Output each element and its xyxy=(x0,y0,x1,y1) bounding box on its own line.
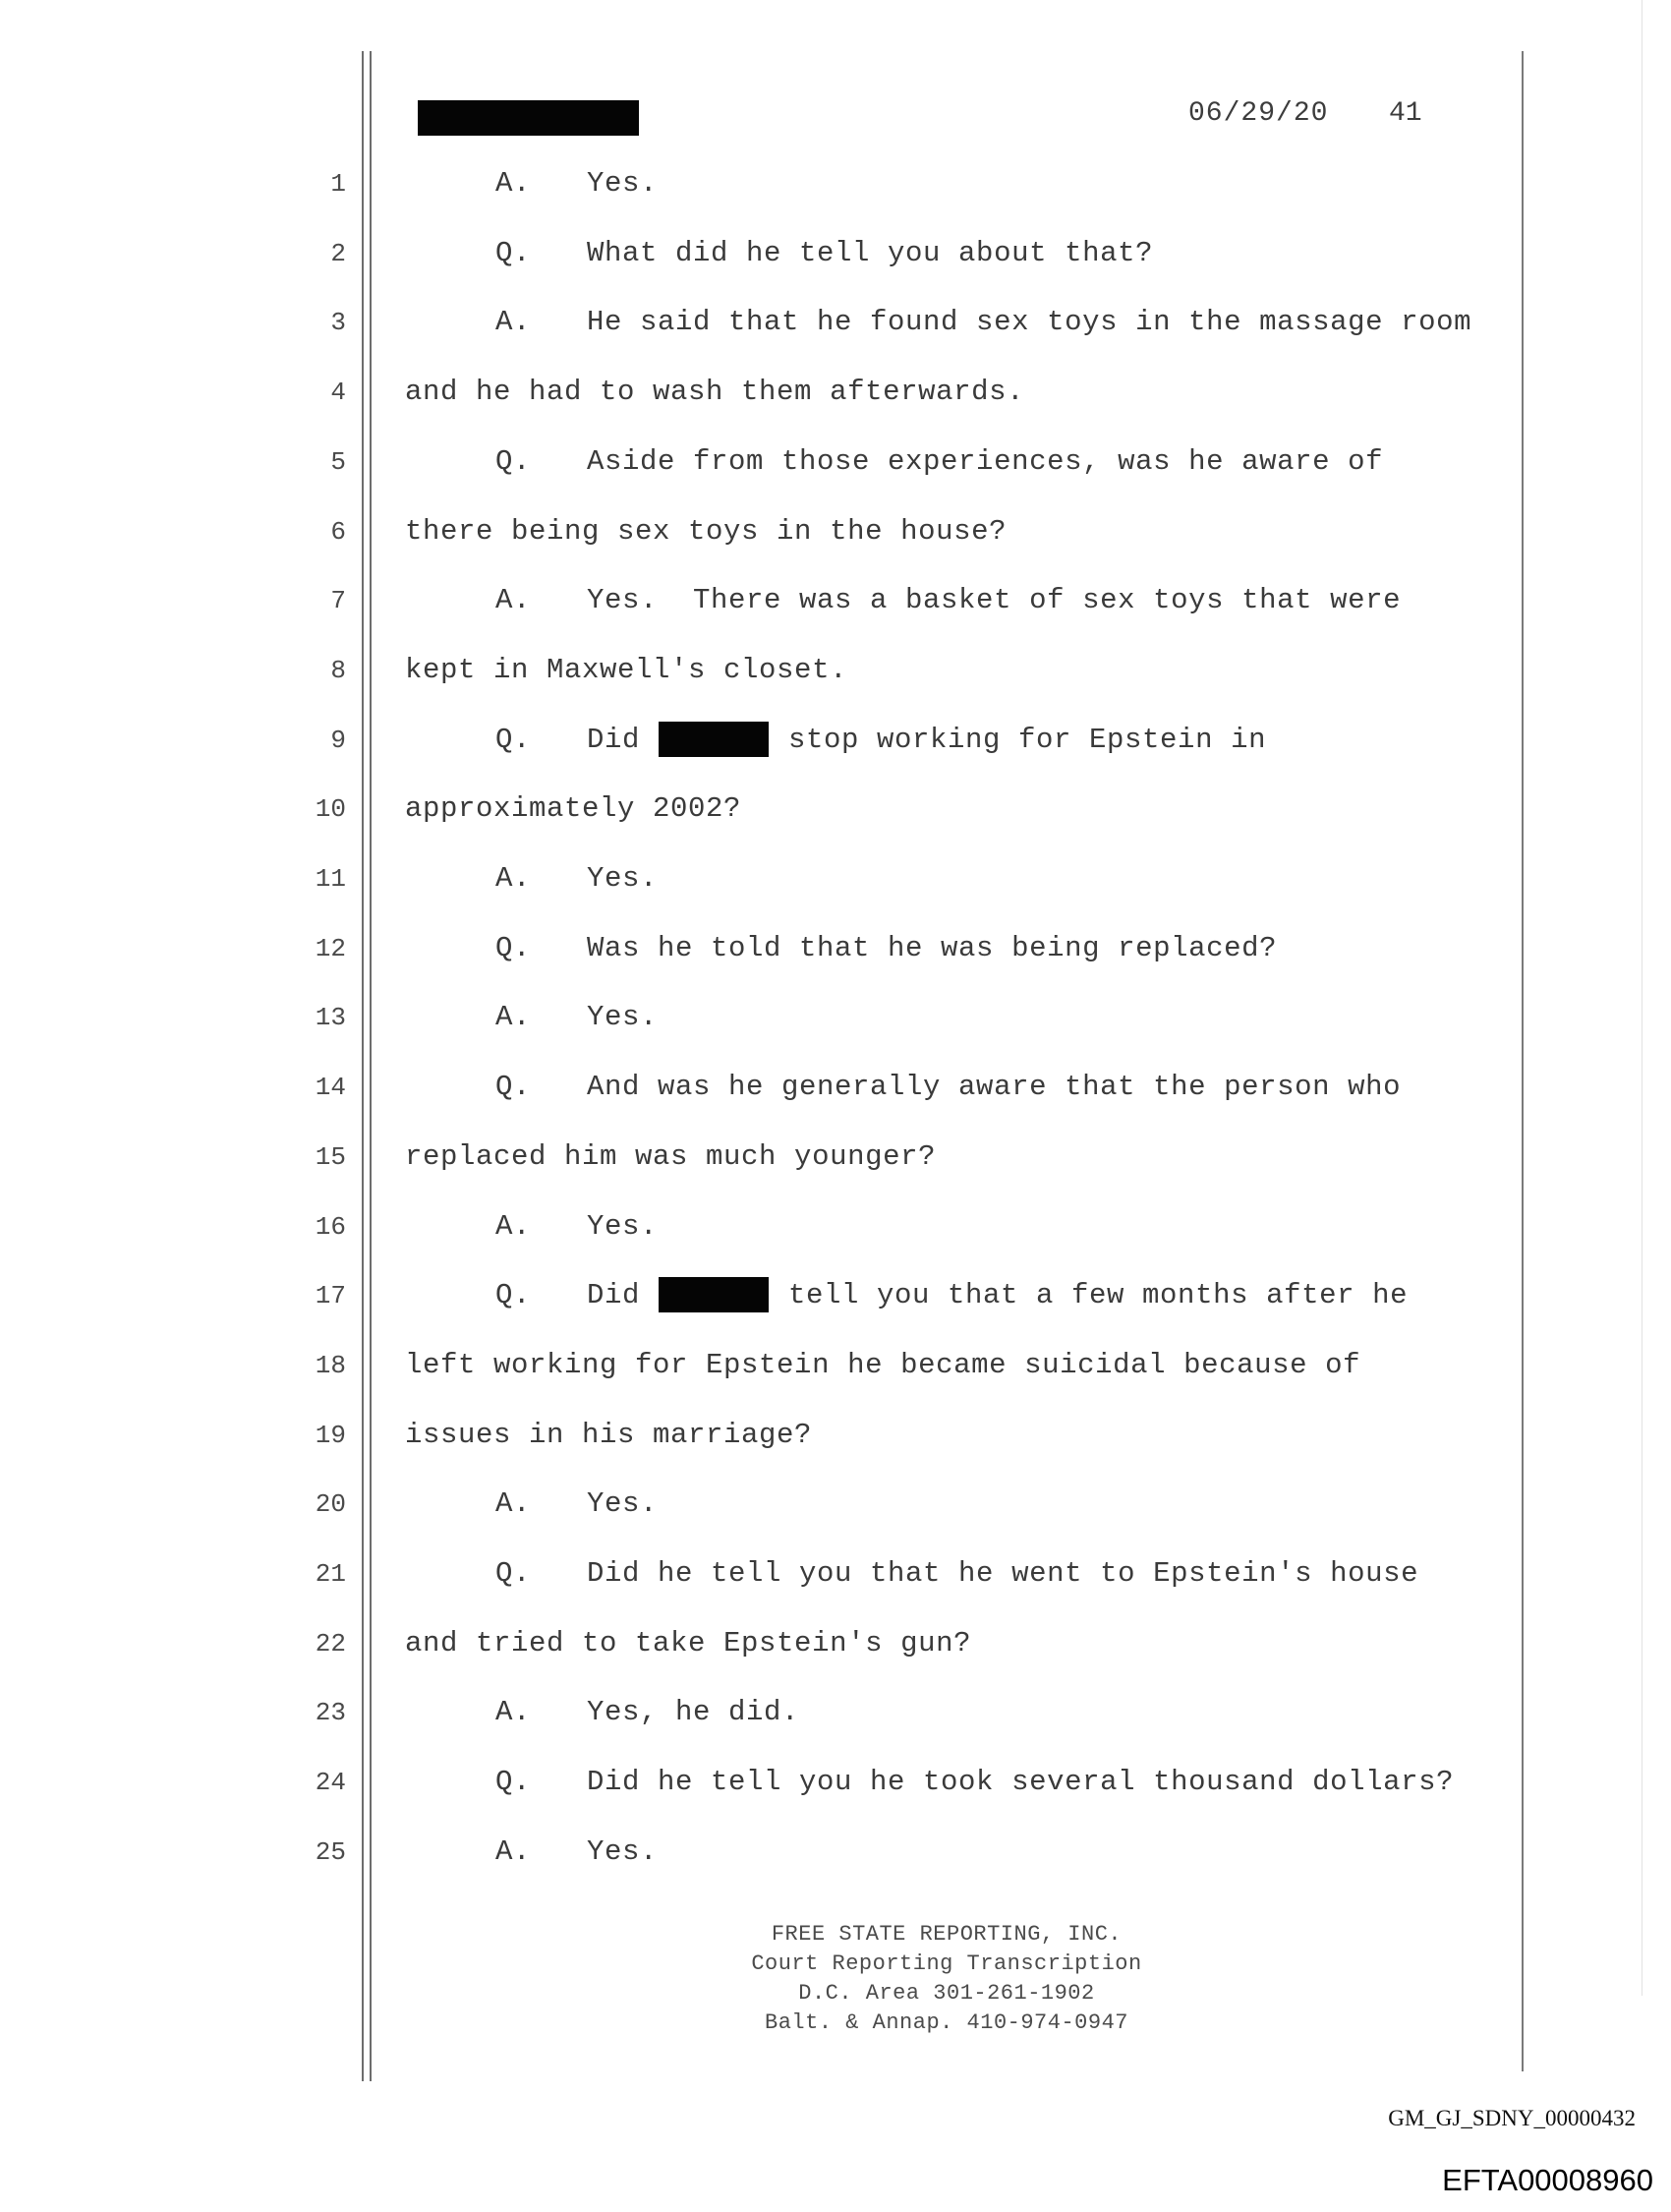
speaker-label: Q. xyxy=(495,1557,532,1590)
right-margin-rule xyxy=(1522,51,1524,2071)
speaker-label: Q. xyxy=(495,932,532,964)
name-redaction xyxy=(659,722,769,757)
line-text: kept in Maxwell's closet. xyxy=(405,654,848,686)
line-number: 24 xyxy=(315,1768,346,1797)
line-text: and he had to wash them afterwards. xyxy=(405,376,1025,408)
line-text: Yes. xyxy=(587,862,659,895)
speaker-label: Q. xyxy=(495,237,532,269)
line-text: Did he tell you he took several thousand dollars? xyxy=(587,1766,1455,1798)
line-number: 2 xyxy=(330,239,346,268)
bates-number: GM_GJ_SDNY_00000432 xyxy=(1388,2106,1636,2130)
line-number: 25 xyxy=(315,1837,346,1867)
line-text: Yes. xyxy=(587,1210,659,1243)
line-number: 12 xyxy=(315,934,346,963)
line-number: 19 xyxy=(315,1421,346,1450)
speaker-label: A. xyxy=(495,862,532,895)
line-number: 5 xyxy=(330,447,346,477)
speaker-label: Q. xyxy=(495,1071,532,1103)
line-number: 22 xyxy=(315,1629,346,1659)
header-date: 06/29/20 xyxy=(1188,98,1329,129)
speaker-label: A. xyxy=(495,1001,532,1033)
header-page-number: 41 xyxy=(1389,98,1422,129)
line-text: Yes, he did. xyxy=(587,1696,800,1728)
left-margin-rule xyxy=(362,51,364,2081)
line-text: and tried to take Epstein's gun? xyxy=(405,1627,972,1659)
line-number: 7 xyxy=(330,586,346,615)
line-number: 14 xyxy=(315,1073,346,1102)
speaker-label: Q. xyxy=(495,724,532,756)
speaker-label: A. xyxy=(495,1487,532,1520)
line-text: Yes. xyxy=(587,1001,659,1033)
line-number: 10 xyxy=(315,794,346,824)
speaker-label: A. xyxy=(495,584,532,616)
line-number: 11 xyxy=(315,864,346,894)
line-number: 3 xyxy=(330,308,346,337)
line-text: Yes. xyxy=(587,167,659,200)
line-text: Did xyxy=(587,1279,641,1311)
line-number: 16 xyxy=(315,1212,346,1242)
line-text: left working for Epstein he became suicidal because of xyxy=(405,1349,1361,1381)
line-text: Yes. There was a basket of sex toys that were xyxy=(587,584,1402,616)
efta-number: EFTA00008960 xyxy=(1442,2163,1653,2197)
name-redaction xyxy=(659,1277,769,1312)
line-text: stop working for Epstein in xyxy=(788,724,1267,756)
line-number: 9 xyxy=(330,726,346,755)
speaker-label: Q. xyxy=(495,1766,532,1798)
footer-company: FREE STATE REPORTING, INC. xyxy=(771,1922,1123,1947)
line-text: He said that he found sex toys in the massage room xyxy=(587,306,1472,338)
line-text: Yes. xyxy=(587,1487,659,1520)
speaker-label: A. xyxy=(495,1210,532,1243)
line-text: And was he generally aware that the person who xyxy=(587,1071,1402,1103)
speaker-label: Q. xyxy=(495,445,532,478)
speaker-label: Q. xyxy=(495,1279,532,1311)
line-text: tell you that a few months after he xyxy=(788,1279,1409,1311)
line-number: 1 xyxy=(330,169,346,199)
line-number: 15 xyxy=(315,1142,346,1172)
line-number: 21 xyxy=(315,1559,346,1589)
line-text: approximately 2002? xyxy=(405,792,742,825)
line-number: 20 xyxy=(315,1489,346,1519)
line-number: 17 xyxy=(315,1281,346,1310)
line-text: Aside from those experiences, was he aware of xyxy=(587,445,1384,478)
line-number: 18 xyxy=(315,1351,346,1380)
line-text: Did xyxy=(587,724,641,756)
speaker-label: A. xyxy=(495,167,532,200)
line-text: Was he told that he was being replaced? xyxy=(587,932,1278,964)
line-number: 8 xyxy=(330,656,346,685)
footer-dc-phone: D.C. Area 301-261-1902 xyxy=(798,1981,1095,2006)
line-text: Yes. xyxy=(587,1835,659,1868)
header-redaction xyxy=(418,100,639,136)
speaker-label: A. xyxy=(495,1835,532,1868)
speaker-label: A. xyxy=(495,306,532,338)
speaker-label: A. xyxy=(495,1696,532,1728)
line-text: issues in his marriage? xyxy=(405,1419,813,1451)
footer-services: Court Reporting Transcription xyxy=(751,1951,1142,1976)
line-number: 6 xyxy=(330,517,346,547)
line-text: there being sex toys in the house? xyxy=(405,515,1008,548)
line-text: What did he tell you about that? xyxy=(587,237,1154,269)
left-margin-rule-inner xyxy=(370,51,372,2081)
line-number: 4 xyxy=(330,378,346,407)
line-text: replaced him was much younger? xyxy=(405,1140,937,1173)
line-number: 23 xyxy=(315,1698,346,1727)
footer-balt-phone: Balt. & Annap. 410-974-0947 xyxy=(765,2010,1128,2035)
line-text: Did he tell you that he went to Epstein's house xyxy=(587,1557,1419,1590)
line-number: 13 xyxy=(315,1003,346,1032)
